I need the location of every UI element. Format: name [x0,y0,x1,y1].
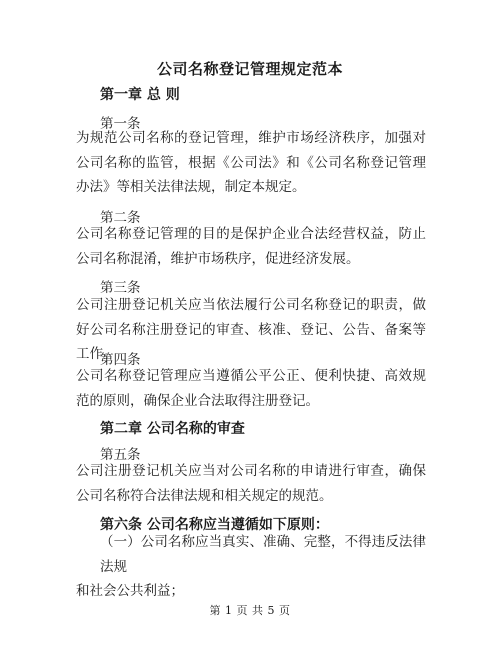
article-6-item-1-line-2: 和社会公共利益； [76,583,184,599]
chapter-2-heading: 第二章 公司名称的审查 [100,421,245,437]
article-5-label: 第五条 [100,447,141,463]
article-3-label: 第三条 [100,280,141,296]
article-1-label: 第一条 [100,116,141,132]
document-title: 公司名称登记管理规定范本 [156,60,343,78]
article-5-text: 公司注册登记机关应当对公司名称的申请进行审查，确保公司名称符合法律法规和相关规定的规范。 [76,463,426,504]
page-footer: 第 1 页 共 5 页 [209,604,291,617]
article-2-label: 第二条 [100,210,141,226]
chapter-1-heading: 第一章 总 则 [100,87,180,103]
article-2-text: 公司名称登记管理的目的是保护企业合法经营权益，防止公司名称混淆，维护市场秩序，促进经济发展。 [76,226,426,267]
article-6-item-1 [76,530,426,604]
article-3-text: 公司注册登记机关应当依法履行公司名称登记的职责，做好公司名称注册登记的审查、核准、登记、公告、备案等工作。 [76,297,426,362]
article-4-text: 公司名称登记管理应当遵循公平公正、便利快捷、高效规范的原则，确保企业合法取得注册登记。 [76,368,426,409]
article-1-text: 为规范公司名称的登记管理，维护市场经济秩序，加强对公司名称的监管，根据《公司法》和《公司名称登记管理办法》等相关法律法规，制定本规定。 [76,130,426,195]
article-4-label: 第四条 [100,352,141,368]
article-6-item-1-line-1: （一）公司名称应当真实、准确、完整，不得违反法律法规 [100,534,426,575]
article-6-heading: 第六条 公司名称应当遵循如下原则： [100,517,329,533]
